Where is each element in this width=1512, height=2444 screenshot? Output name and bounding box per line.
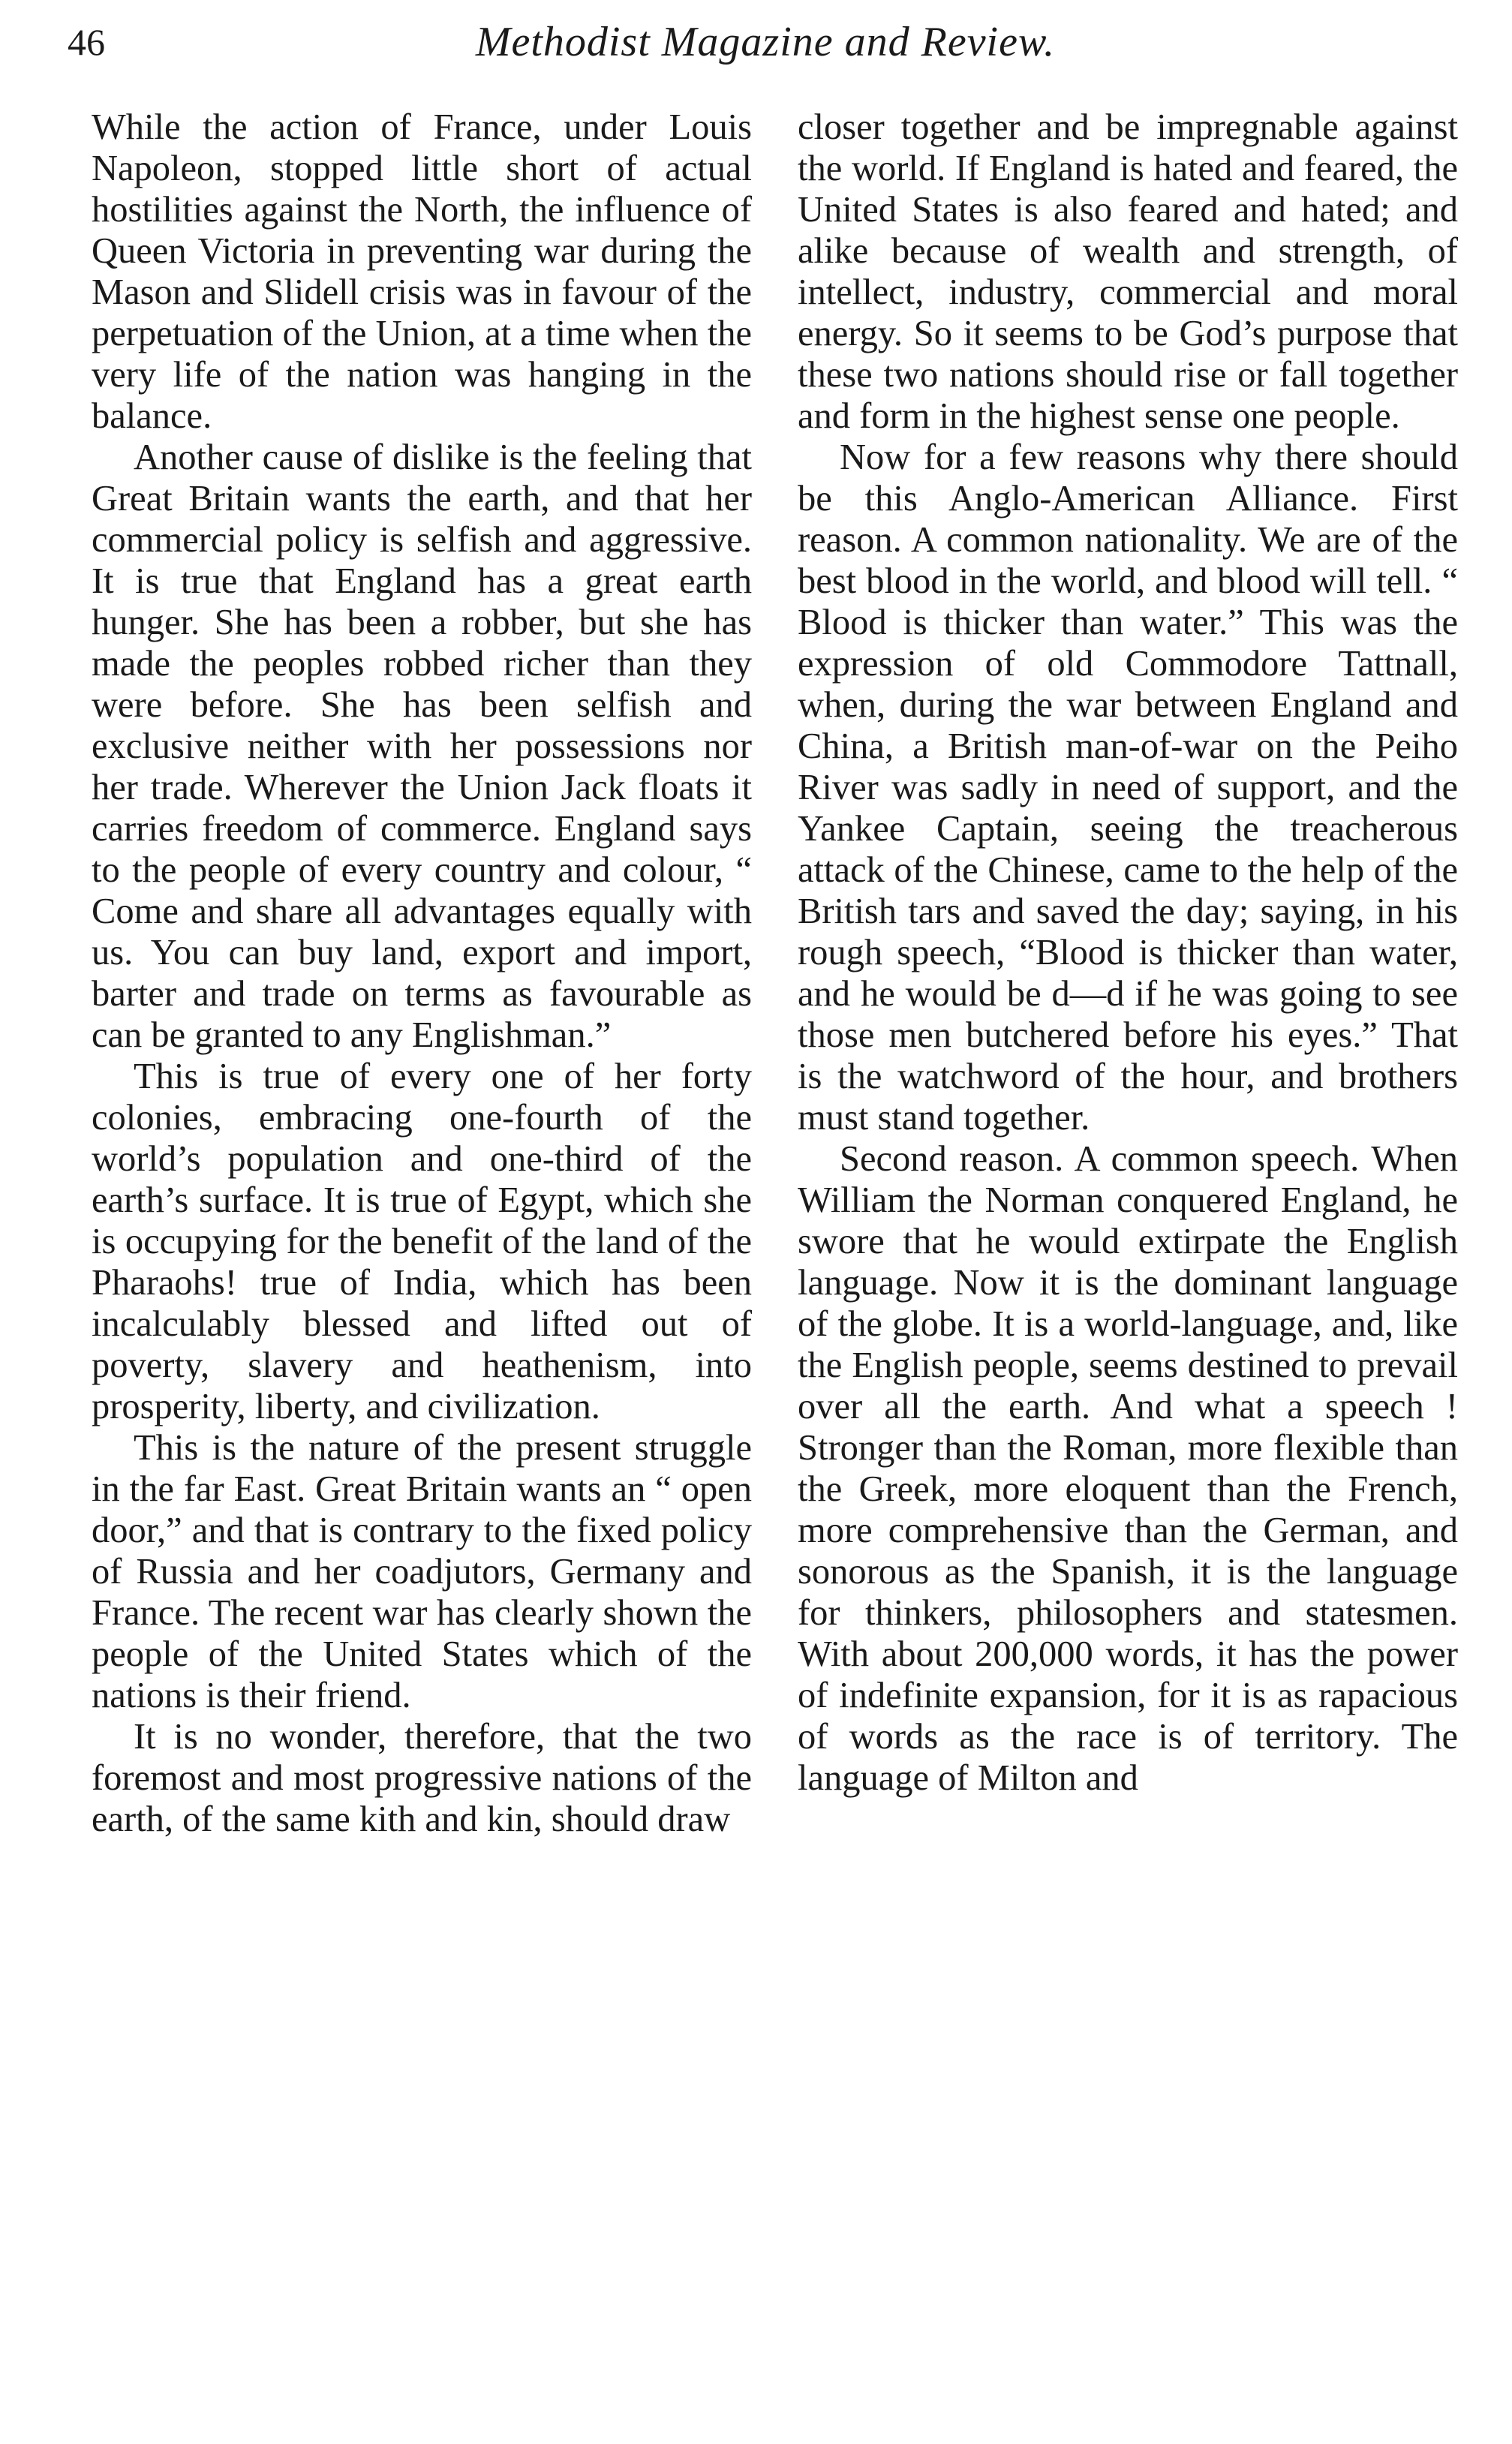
page-number: 46 [68, 21, 105, 63]
paragraph: closer together and be impregnable against the world. If England is hated and feared, the United States is also feared and hated; and alike because of wealth and strength, of intellect, industry, commercial and moral energy. So it seems to be God’s purpose that these two nations should rise or fall together and form in the highest sense one people. [798, 107, 1458, 436]
paragraph: Now for a few reasons why there should be this Anglo-American Alliance. First reason. A common nationality. We are of the best blood in the world, and blood will tell. “ Blood is thicker than water.” This was the expression of old Commodore Tattnall, when, during the war between England and China, a British man-of-war on the Peiho River was sadly in need of support, and the Yankee Captain, seeing the treacherous attack of the Chinese, came to the help of the British tars and saved the day; saying, in his rough speech, “Blood is thicker than water, and he would be d—d if he was going to see those men butchered before his eyes.” That is the watchword of the hour, and brothers must stand together. [798, 437, 1458, 1138]
left-column [92, 107, 752, 1840]
paragraph: While the action of France, under Louis Napoleon, stopped little short of actual hostilities against the North, the influence of Queen Victoria in preventing war during the Mason and Slidell crisis was in favour of the perpetuation of the Union, at a time when the very life of the nation was hanging in the balance. [92, 107, 752, 436]
paragraph: This is the nature of the present struggle in the far East. Great Britain wants an “ open door,” and that is contrary to the fixed policy of Russia and her coadjutors, Germany and France. The recent war has clearly shown the people of the United States which of the nations is their friend. [92, 1428, 752, 1715]
paragraph: Second reason. A common speech. When William the Norman conquered England, he swore that he would extirpate the English language. Now it is the dominant language of the globe. It is a world-language, and, like the English people, seems destined to prevail over all the earth. And what a speech ! Stronger than the Roman, more flexible than the Greek, more eloquent than the French, more comprehensive than the German, and sonorous as the Spanish, it is the language for thinkers, philosophers and statesmen. With about 200,000 words, it has the power of indefinite expansion, for it is as rapacious of words as the race is of territory. The language of Milton and [798, 1139, 1458, 1798]
paragraph: Another cause of dislike is the feeling that Great Britain wants the earth, and that her commercial policy is selfish and aggressive. It is true that England has a great earth hunger. She has been a robber, but she has made the peoples robbed richer than they were before. She has been selfish and exclusive neither with her possessions nor her trade. Wherever the Union Jack floats it carries freedom of commerce. England says to the people of every country and colour, “ Come and share all advantages equally with us. You can buy land, export and import, barter and trade on terms as favourable as can be granted to any Englishman.” [92, 437, 752, 1055]
right-column [798, 107, 1458, 1799]
page-header [68, 6, 1463, 81]
paragraph: This is true of every one of her forty colonies, embracing one-fourth of the world’s population and one-third of the earth’s surface. It is true of Egypt, which she is occupying for the benefit of the land of the Pharaohs! true of India, which has been incalculably blessed and lifted out of poverty, slavery and heathenism, into prosperity, liberty, and civilization. [92, 1057, 752, 1426]
paragraph: It is no wonder, therefore, that the two foremost and most progressive nations of the earth, of the same kith and kin, should draw [92, 1717, 752, 1839]
running-title: Methodist Magazine and Review. [475, 19, 1056, 65]
